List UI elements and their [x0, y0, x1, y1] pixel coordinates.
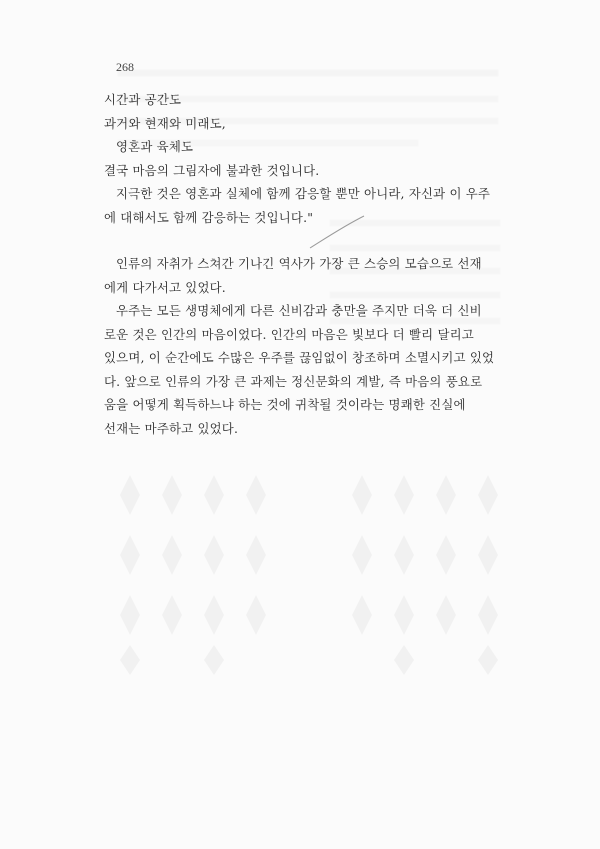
text-line: 지극한 것은 영혼과 실체에 함께 감응할 뿐만 아니라, 자신과 이 우주: [116, 186, 491, 201]
text-line: 있으며, 이 순간에도 수많은 우주를 끊임없이 창조하며 소멸시키고 있었: [104, 350, 495, 365]
text-line: 로운 것은 인간의 마음이었다. 인간의 마음은 빛보다 더 빨리 달리고: [104, 326, 474, 342]
text-line: 시간과 공간도: [104, 92, 182, 107]
text-line: 에 대해서도 함께 감응하는 것입니다.": [104, 209, 314, 225]
body-text: [104, 88, 512, 440]
text-line: 에게 다가서고 있었다.: [104, 279, 226, 295]
text-line: 결국 마음의 그림자에 불과한 것입니다.: [104, 162, 320, 178]
text-line: 다. 앞으로 인류의 가장 큰 과제는 정신문화의 계발, 즉 마음의 풍요로: [104, 373, 483, 389]
text-line: 우주는 모든 생명체에게 다른 신비감과 충만을 주지만 더욱 더 신비: [116, 303, 482, 318]
text-line: 과거와 현재와 미래도,: [104, 115, 226, 131]
text-line: 인류의 자취가 스쳐간 기나긴 역사가 가장 큰 스승의 모습으로 선재: [116, 256, 482, 271]
text-line: 움을 어떻게 획득하느냐 하는 것에 귀착될 것이라는 명쾌한 진실에: [104, 397, 466, 412]
text-line: 선재는 마주하고 있었다.: [104, 420, 239, 436]
text-line: 영혼과 육체도: [116, 139, 194, 154]
pen-stroke-mark: [308, 214, 368, 250]
page-number: 268: [116, 60, 134, 74]
